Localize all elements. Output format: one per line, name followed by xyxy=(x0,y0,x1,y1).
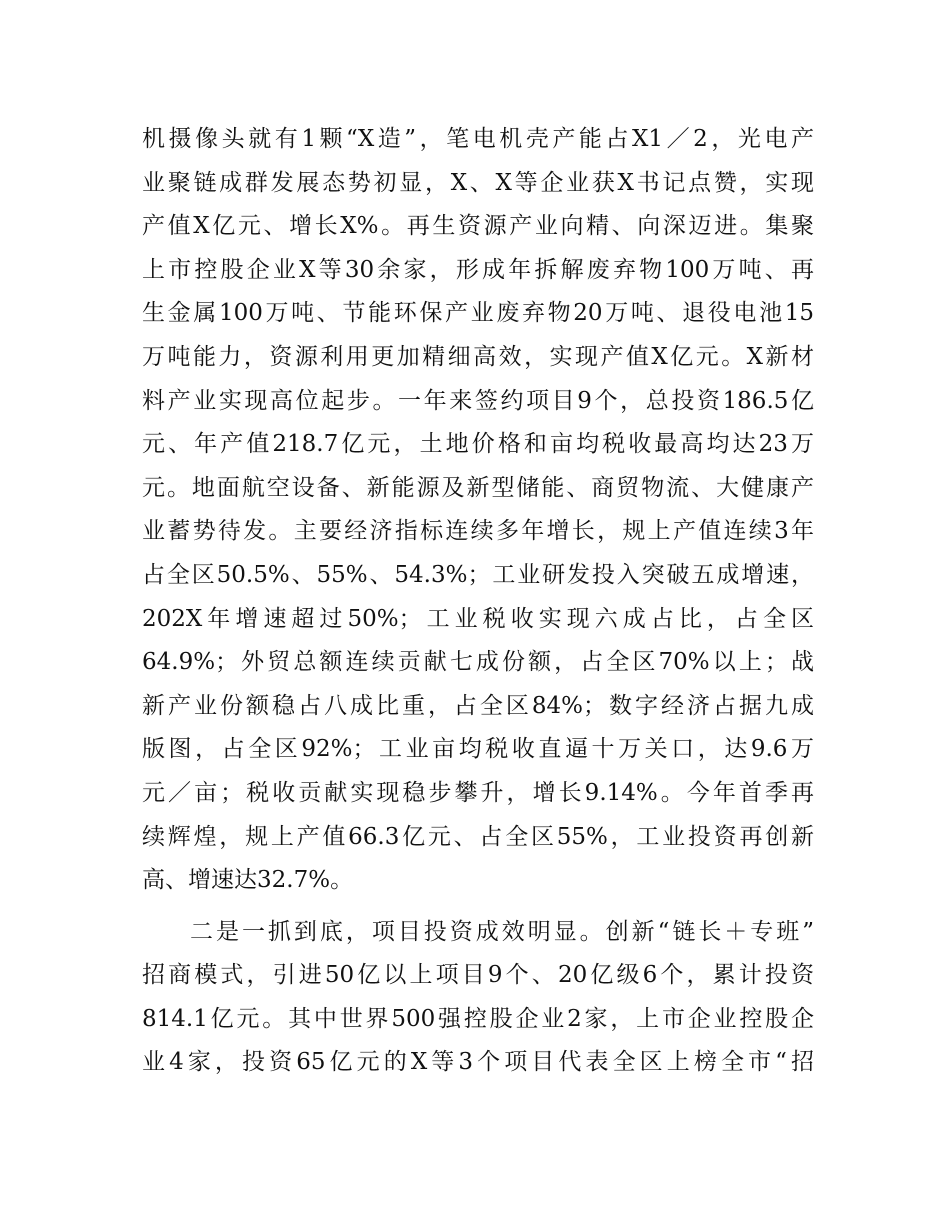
text-line: 业4家，投资65亿元的X等3个项目代表全区上榜全市“招 xyxy=(142,1049,814,1076)
text-line: 元、年产值218.7亿元，土地价格和亩均税收最高均达23万 xyxy=(142,431,814,458)
paragraph-1 xyxy=(142,118,814,903)
text-line: 业蓄势待发。主要经济指标连续多年增长，规上产值连续3年 xyxy=(142,518,814,545)
paragraph-gap xyxy=(142,903,814,911)
text-line: 64.9%；外贸总额连续贡献七成份额，占全区70%以上；战 xyxy=(142,649,814,676)
text-line: 生金属100万吨、节能环保产业废弃物20万吨、退役电池15 xyxy=(142,300,814,327)
paragraph-2 xyxy=(142,911,814,1085)
text-line: 二是一抓到底，项目投资成效明显。创新“链长＋专班” xyxy=(190,918,814,945)
text-line: 814.1亿元。其中世界500强控股企业2家，上市企业控股企 xyxy=(142,1005,814,1032)
text-line: 机摄像头就有1颗“X造”，笔电机壳产能占X1／2，光电产 xyxy=(142,126,814,152)
text-line: 元／亩；税收贡献实现稳步攀升，增长9.14%。今年首季再 xyxy=(142,779,814,806)
text-line: 元。地面航空设备、新能源及新型储能、商贸物流、大健康产 xyxy=(142,474,814,501)
text-line: 料产业实现高位起步。一年来签约项目9个，总投资186.5亿 xyxy=(142,387,814,414)
text-line: 万吨能力，资源利用更加精细高效，实现产值X亿元。X新材 xyxy=(142,343,814,370)
text-line: 业聚链成群发展态势初显，X、X等企业获X书记点赞，实现 xyxy=(142,169,814,196)
text-line: 续辉煌，规上产值66.3亿元、占全区55%，工业投资再创新 xyxy=(142,823,814,850)
text-line: 招商模式，引进50亿以上项目9个、20亿级6个，累计投资 xyxy=(142,962,814,989)
text-line: 版图，占全区92%；工业亩均税收直逼十万关口，达9.6万 xyxy=(142,736,814,763)
body-text xyxy=(142,118,814,1085)
text-line: 高、增速达32.7%。 xyxy=(142,867,354,894)
text-line: 产值X亿元、增长X%。再生资源产业向精、向深迈进。集聚 xyxy=(142,213,814,240)
text-line: 新产业份额稳占八成比重，占全区84%；数字经济占据九成 xyxy=(142,692,814,719)
text-line: 202X年增速超过50%；工业税收实现六成占比，占全区 xyxy=(142,605,814,632)
text-line: 上市控股企业X等30余家，形成年拆解废弃物100万吨、再 xyxy=(142,256,814,283)
text-line: 占全区50.5%、55%、54.3%；工业研发投入突破五成增速， xyxy=(142,561,814,588)
